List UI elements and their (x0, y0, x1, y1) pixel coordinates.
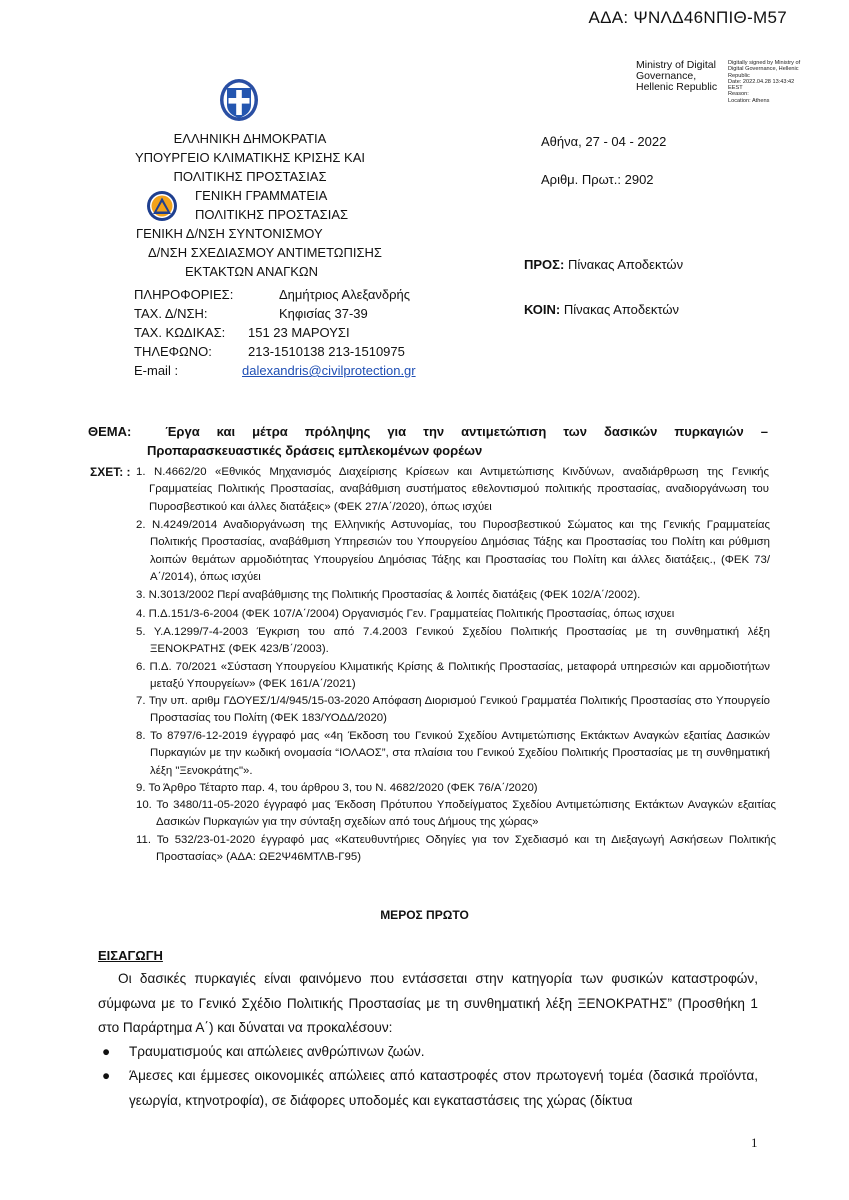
reference-item: 1. Ν.4662/20 «Εθνικός Μηχανισμός Διαχείρισης Κρίσεων και Αντιμετώπισης Κινδύνων, αναδιάρθρωση της Γενικής Γραμματείας Πολιτικής Προστασίας, αναβάθμιση συστήματος εθελοντισμού πολιτικής προστασίας, αναδιοργάνωση του Πυροσβεστικού και άλλες διατάξεις» (ΦΕΚ 27/Α΄/2020), όπως ισχύει (136, 466, 769, 513)
signature-detail-line: Location: Athens (728, 97, 770, 104)
civil-protection-logo-icon (146, 190, 178, 227)
document-date: Αθήνα, 27 - 04 - 2022 (541, 134, 667, 149)
postcode-value: 151 23 ΜΑΡΟΥΣΙ (248, 325, 350, 340)
reference-item: 6. Π.Δ. 70/2021 «Σύσταση Υπουργείου Κλιματικής Κρίσης & Πολιτικής Προστασίας, μεταφορά υπηρεσιών και αρμοδιοτήτων μεταξύ Υπουργείων» (ΦΕΚ 161/Α΄/2021) (136, 661, 770, 691)
address-label: ΤΑΧ. Δ/ΝΣΗ: (134, 306, 208, 321)
signature-detail-line: EEST (728, 85, 743, 92)
reference-item: 11. Το 532/23-01-2020 έγγραφό μας «Κατευθυντήριες Οδηγίες για τον Σχεδιασμό και τη Διεξαγωγή Ασκήσεων Πολιτικής Προστασίας» (ΑΔΑ: ΩΕ2Ψ46ΜΤΛΒ-Γ95) (136, 834, 776, 864)
subject-line: Προπαρασκευαστικές δράσεις εμπλεκομένων φορέων (147, 443, 483, 458)
phone-label: ΤΗΛΕΦΩΝΟ: (134, 344, 212, 359)
to-label: ΠΡΟΣ: (524, 257, 565, 272)
signature-line: Governance, (636, 70, 697, 82)
reference-item: 3. Ν.3013/2002 Περί αναβάθμισης της Πολιτικής Προστασίας & λοιπές διατάξεις (ΦΕΚ 102/Α΄/2002). (136, 589, 641, 601)
reference-item: 2. Ν.4249/2014 Αναδιοργάνωση της Ελληνικής Αστυνομίας, του Πυροσβεστικού Σώματος και της Γενικής Γραμματείας Πολιτικής Προστασίας, αναβάθμιση Υπηρεσιών του Υπουργείου Δημόσιας Τάξης και Προστασίας του Πολίτη και ρύθμιση λοιπών θεμάτων αρμοδιότητας Υπουργείου Δημόσιας Τάξης και Προστασίας του Πολίτη και άλλες διατάξεις., (ΦΕΚ 73/Α΄/2014), όπως ισχύει (136, 519, 770, 583)
subject-block (88, 422, 768, 460)
to-value: Πίνακας Αποδεκτών (567, 257, 684, 272)
signature-detail-line: Republic (728, 72, 750, 79)
reference-item: 10. Το 3480/11-05-2020 έγγραφό μας Έκδοση Πρότυπου Υποδείγματος Σχεδίου Αντιμετώπισης Εκτάκτων Αναγκών εξαιτίας Δασικών Πυρκαγιών για την σύνταξη σχεδίων από τους Δήμους της χώρας» (136, 799, 776, 829)
info-label: ΠΛΗΡΟΦΟΡΙΕΣ: (134, 287, 234, 302)
signature-line: Hellenic Republic (636, 81, 718, 93)
postcode-label: ΤΑΧ. ΚΩΔΙΚΑΣ: (134, 325, 226, 340)
bullet-icon: ● (102, 1068, 111, 1083)
bullet-item (98, 1040, 758, 1065)
address-value: Κηφισίας 37-39 (279, 306, 368, 321)
cc-value: Πίνακας Αποδεκτών (563, 302, 679, 317)
phone-value: 213-1510138 213-1510975 (248, 344, 405, 359)
info-value: Δημήτριος Αλεξανδρής (279, 287, 411, 302)
intro-paragraph: Οι δασικές πυρκαγιές είναι φαινόμενο που εντάσσεται στην κατηγορία των φυσικών καταστροφών, σύμφωνα με το Γενικό Σχέδιο Πολιτικής Προστασίας με τη συνθηματική λέξη ΞΕΝΟΚΡΑΤΗΣ” (Προσθήκη 1 στο Παράρτημα Α΄) και δύναται να προκαλέσουν: (98, 971, 758, 1035)
signature-detail-line: Date: 2022.04.28 13:43:42 (728, 78, 795, 85)
header-department: ΕΚΤΑΚΤΩΝ ΑΝΑΓΚΩΝ (185, 264, 319, 279)
bullet-icon: ● (102, 1044, 111, 1059)
reference-item: 4. Π.Δ.151/3-6-2004 (ΦΕΚ 107/Α΄/2004) Οργανισμός Γεν. Γραμματείας Πολιτικής Προστασίας, όπως ισχυει (136, 608, 675, 620)
protocol-number: Αριθμ. Πρωτ.: 2902 (541, 172, 654, 187)
signature-detail-line: Digitally signed by Ministry of (728, 60, 801, 66)
part-title: ΜΕΡΟΣ ΠΡΩΤΟ (380, 908, 469, 922)
header-ministry: ΠΟΛΙΤΙΚΗΣ ΠΡΟΣΤΑΣΙΑΣ (173, 169, 327, 184)
email-link[interactable]: dalexandris@civilprotection.gr (242, 363, 416, 378)
greek-emblem-icon (219, 78, 259, 127)
header-department: Δ/ΝΣΗ ΣΧΕΔΙΑΣΜΟΥ ΑΝΤΙΜΕΤΩΠΙΣΗΣ (148, 245, 382, 260)
bullet-text: Τραυματισμούς και απώλειες ανθρώπινων ζωών. (129, 1044, 425, 1059)
header-republic: ΕΛΛΗΝΙΚΗ ΔΗΜΟΚΡΑΤΙΑ (173, 131, 327, 146)
intro-heading: ΕΙΣΑΓΩΓΗ (98, 948, 163, 963)
page-number: 1 (751, 1135, 758, 1150)
header-secretariat: ΠΟΛΙΤΙΚΗΣ ΠΡΟΣΤΑΣΙΑΣ (195, 207, 349, 222)
signature-details (728, 60, 840, 104)
header-directorate: ΓΕΝΙΚΗ Δ/ΝΣΗ ΣΥΝΤΟΝΙΣΜΟΥ (136, 226, 323, 241)
header-secretariat: ΓΕΝΙΚΗ ΓΡΑΜΜΑΤΕΙΑ (195, 188, 328, 203)
reference-item: 9. Το Άρθρο Τέταρτο παρ. 4, του άρθρου 3, του Ν. 4682/2020 (ΦΕΚ 76/Α΄/2020) (136, 782, 538, 794)
signature-detail-line: Digital Governance, Hellenic (728, 66, 799, 73)
references-label: ΣΧΕΤ: : (90, 465, 131, 479)
signature-detail-line: Reason: (728, 91, 749, 98)
subject-line: Έργα και μέτρα πρόληψης για την αντιμετώπιση των δασικών πυρκαγιών – (165, 424, 768, 439)
reference-item: 8. Το 8797/6-12-2019 έγγραφό μας «4η Έκδοση του Γενικού Σχεδίου Αντιμετώπισης Εκτάκτων Αναγκών εξαιτίας Δασικών Πυρκαγιών με την κωδική ονομασία “ΙΟΛΑΟΣ”, στα πλαίσια του Γενικού Σχεδίου Πολιτικής Προστασίας με τη συνθηματική λέξη "Ξενοκράτης"». (136, 730, 770, 777)
signature-line: Ministry of Digital (636, 59, 716, 71)
ada-code: ΑΔΑ: ΨΝΛΔ46ΝΠΙΘ-Μ57 (588, 8, 787, 27)
cc-label: ΚΟΙΝ: (524, 302, 561, 317)
header-ministry: ΥΠΟΥΡΓΕΙΟ ΚΛΙΜΑΤΙΚΗΣ ΚΡΙΣΗΣ ΚΑΙ (134, 150, 365, 165)
reference-item: 7. Την υπ. αριθμ ΓΔΟΥΕΣ/1/4/945/15-03-2020 Απόφαση Διορισμού Γενικού Γραμματέα Πολιτικής Προστασίας στο Υπουργείο Προστασίας του Πολίτη (ΦΕΚ 183/ΥΟΔΔ/2020) (136, 695, 770, 725)
email-label: E-mail : (134, 363, 179, 378)
signature-signer (636, 60, 717, 93)
reference-item: 5. Υ.Α.1299/7-4-2003 Έγκριση του από 7.4.2003 Γενικού Σχεδίου Πολιτικής Προστασίας με τη συνθηματική λέξη ΞΕΝΟΚΡΑΤΗΣ (ΦΕΚ 423/Β΄/2003). (136, 626, 770, 656)
subject-label: ΘΕΜΑ: (88, 424, 132, 439)
bullet-text: Άμεσες και έμμεσες οικονομικές απώλειες από καταστροφές στον πρωτογενή τομέα (δασικά προϊόντα, γεωργία, κτηνοτροφία), σε διάφορες υποδομές και εγκαταστάσεις της χώρας (δίκτυα (129, 1068, 758, 1108)
bullet-item (98, 1064, 758, 1113)
